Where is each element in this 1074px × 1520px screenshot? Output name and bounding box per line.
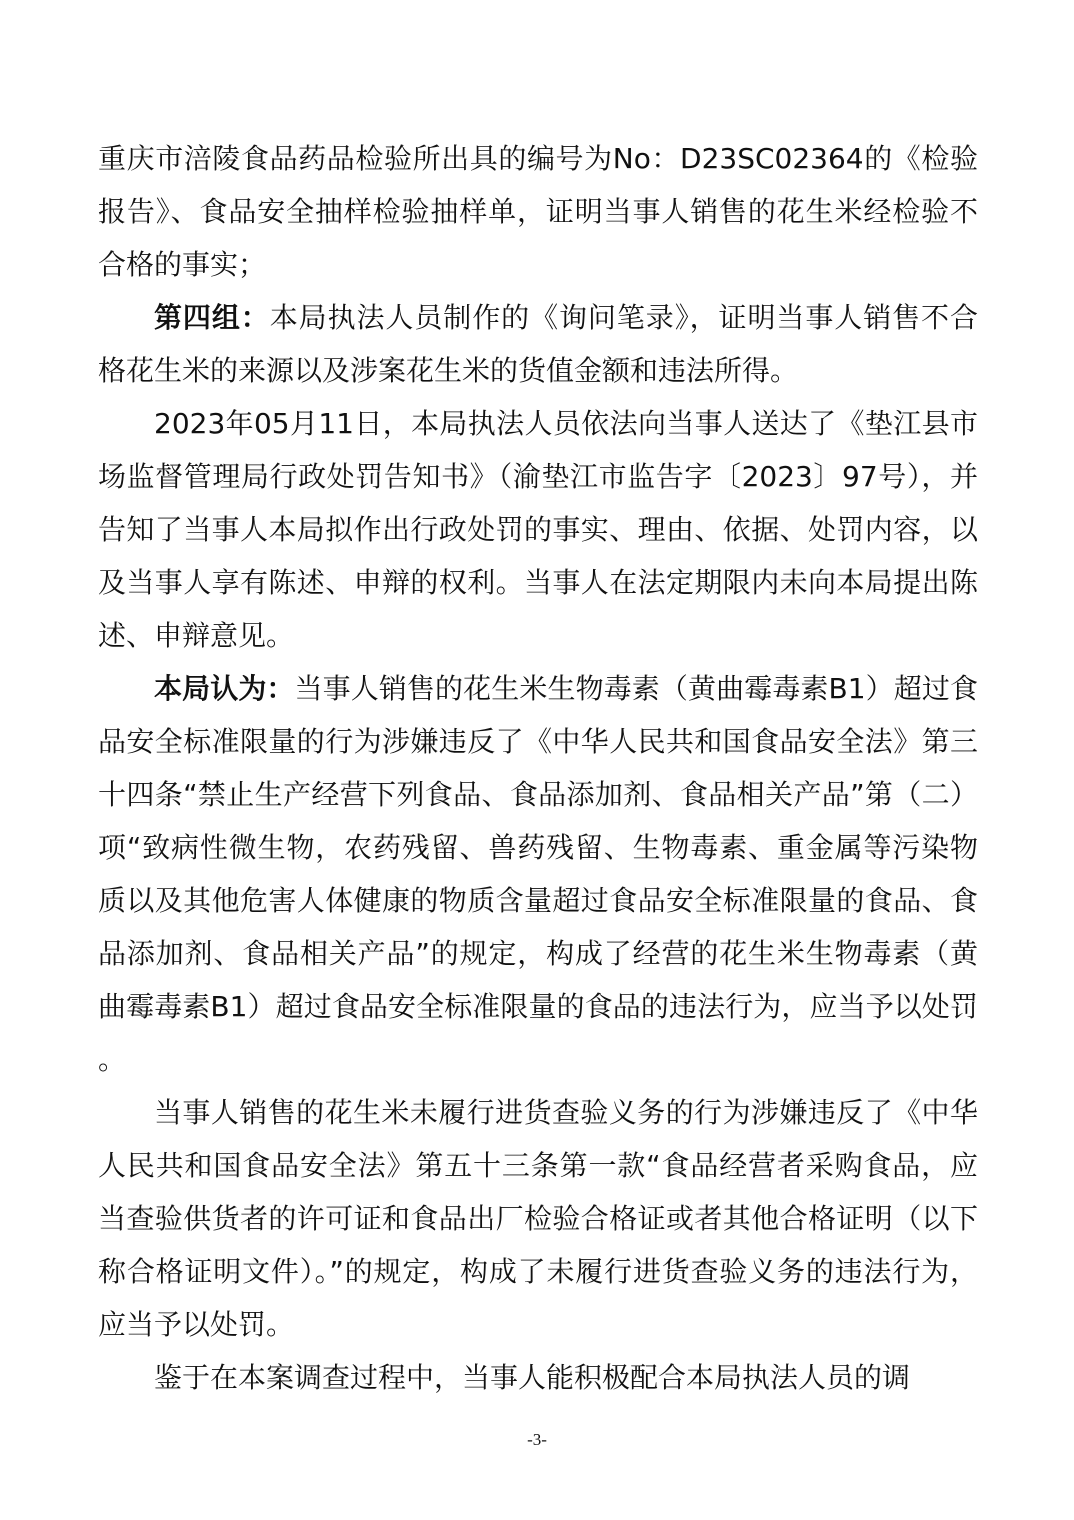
paragraph-text: 当事人销售的花生米生物毒素（黄曲霉毒素B1）超过食品安全标准限量的行为涉嫌违反了《中华人民共和国食品安全法》第三十四条“禁止生产经营下列食品、食品添加剂、食品相关产品”第（二）项“致病性微生物，农药残留、兽药残留、生物毒素、重金属等污染物质以及其他危害人体健康的物质含量超过食品安全标准限量的食品、食品添加剂、食品相关产品”的规定，构成了经营的花生米生物毒素（黄曲霉毒素B1）超过食品安全标准限量的食品的违法行为，应当予以处罚。 (98, 672, 978, 1076)
paragraph-notice-served (98, 397, 978, 662)
paragraph-inspection-duty-violation (98, 1086, 978, 1351)
paragraph-mitigation (98, 1351, 978, 1404)
paragraph-text: 2023年05月11日，本局执法人员依法向当事人送达了《垫江县市场监督管理局行政处罚告知书》（渝垫江市监告字〔2023〕97号），并告知了当事人本局拟作出行政处罚的事实、理由、依据、处罚内容，以及当事人享有陈述、申辩的权利。当事人在法定期限内未向本局提出陈述、申辩意见。 (98, 407, 978, 652)
paragraph-text: 重庆市涪陵食品药品检验所出具的编号为No：D23SC02364的《检验报告》、食品安全抽样检验抽样单，证明当事人销售的花生米经检验不合格的事实； (98, 142, 978, 281)
page-number: -3- (527, 1430, 547, 1449)
paragraph-text: 当事人销售的花生米未履行进货查验义务的行为涉嫌违反了《中华人民共和国食品安全法》第五十三条第一款“食品经营者采购食品，应当查验供货者的许可证和食品出厂检验合格证或者其他合格证明（以下称合格证明文件）。”的规定，构成了未履行进货查验义务的违法行为，应当予以处罚。 (98, 1096, 978, 1341)
paragraph-text: 本局执法人员制作的《询问笔录》，证明当事人销售不合格花生米的来源以及涉案花生米的货值金额和违法所得。 (98, 301, 978, 387)
document-body (98, 132, 978, 1404)
paragraph-evidence-inspection-report (98, 132, 978, 291)
paragraph-heading: 第四组： (154, 301, 270, 334)
paragraph-text: 鉴于在本案调查过程中，当事人能积极配合本局执法人员的调 (154, 1361, 911, 1394)
paragraph-heading: 本局认为： (154, 672, 295, 705)
paragraph-bureau-finding (98, 662, 978, 1086)
paragraph-evidence-group-four (98, 291, 978, 397)
